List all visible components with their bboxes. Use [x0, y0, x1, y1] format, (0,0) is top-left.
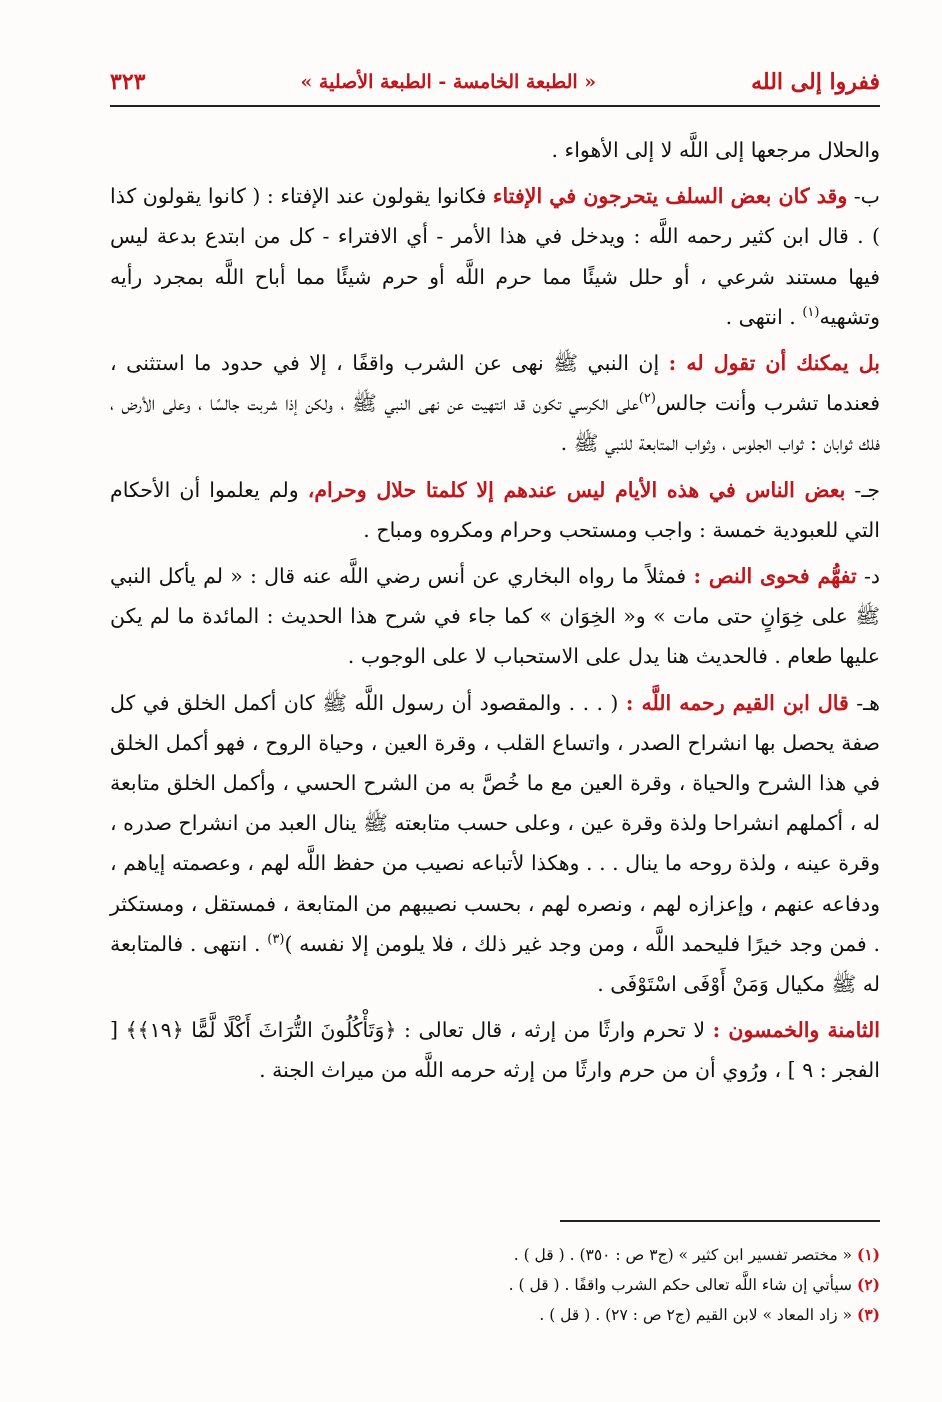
footnote-divider	[560, 1220, 880, 1222]
footnote-number: (١)	[856, 1245, 880, 1264]
footnote-2	[110, 1270, 880, 1300]
footnote-ref-2: (٢)	[638, 391, 656, 407]
paragraph-heading: قال ابن القيم رحمه اللَّه :	[625, 690, 849, 715]
paragraph-prefix: د-	[856, 564, 881, 589]
paragraph-5	[110, 683, 880, 1005]
page-number: ٣٢٣	[110, 69, 146, 95]
paragraph-prefix: هـ-	[848, 690, 880, 715]
header-divider	[110, 105, 880, 107]
paragraph-prefix: جـ-	[845, 477, 881, 502]
footnote-ref-3: (٣)	[267, 932, 285, 948]
paragraph-6	[110, 1010, 880, 1090]
paragraph-text: فكانوا يقولون عند الإفتاء : ( كانوا يقولون كذا ) . قال ابن كثير رحمه اللَّه : ويدخل في هذا الأمر - أي الافتراء - كل من ابتدع بدعة ليس فيها مستند شرعي ، أو حلل شيئًا مما حرم اللَّه أو حرم شيئًا مما أباح اللَّه بمجرد رأيه وتشهيه	[110, 184, 880, 329]
paragraph-heading: بعض الناس في هذه الأيام ليس عندهم إلا كلمتا حلال وحرام،	[307, 477, 846, 502]
footnote-text: « زاد المعاد » لابن القيم (ج٢ ص : ٢٧) . ( قل ) .	[539, 1306, 853, 1324]
footnote-ref-1: (١)	[802, 304, 820, 320]
footnote-number: (٣)	[856, 1305, 880, 1324]
paragraph-1	[110, 176, 880, 337]
footnotes	[110, 1240, 880, 1330]
paragraph-heading: الثامنة والخمسون :	[712, 1018, 881, 1043]
paragraph-text: إن النبي ﷺ نهى عن الشرب واقفًا ، إلا في حدود ما استثنى ، فعندما تشرب وأنت جالس	[110, 351, 880, 416]
paragraph-heading: بل يمكنك أن تقول له :	[668, 351, 880, 376]
paragraph-text-end: على الكرسي تكون قد انتهيت عن نهى النبي ﷺ ، ولكن إذا شربت جالسًا ، وعلى الأرض ، فلك ثوابان : ثواب الجلوس ، وثواب المتابعة للنبي ﷺ .	[110, 391, 880, 456]
book-title: ففروا إلى الله	[751, 69, 880, 95]
paragraph-2	[110, 343, 880, 464]
footnote-1	[110, 1240, 880, 1270]
paragraph-heading: وقد كان بعض السلف يتحرجون في الإفتاء	[492, 184, 848, 209]
paragraph-3	[110, 470, 880, 550]
paragraph-text: لا تحرم وارثًا من إرثه ، قال تعالى : ﴿وَتَأْكُلُونَ التُّرَاثَ أَكْلًا لَّمًّا ﴿١٩﴾﴾ [ الفجر : ٩ ] ، ورُوي أن من حرم وارثًا من إرثه حرمه اللَّه من ميراث الجنة .	[110, 1018, 880, 1083]
edition-label: « الطبعة الخامسة - الطبعة الأصلية »	[300, 71, 597, 93]
page-header	[110, 62, 880, 102]
paragraph-0	[110, 130, 880, 170]
footnote-text: « مختصر تفسير ابن كثير » (ج٣ ص : ٣٥٠) . ( قل ) .	[513, 1246, 853, 1264]
body-text	[110, 130, 880, 1097]
paragraph-heading: تفهُّم فحوى النص :	[693, 564, 857, 589]
paragraph-text: فمثلاً ما رواه البخاري عن أنس رضي اللَّه عنه قال : « لم يأكل النبي ﷺ على خِوَانٍ حتى مات » و« الخِوَان » كما جاء في شرح هذا الحديث : المائدة ما لم يكن عليها طعام . فالحديث هنا يدل على الاستحباب لا على الوجوب .	[110, 564, 880, 669]
paragraph-text: ( . . . والمقصود أن رسول اللَّه ﷺ كان أكمل الخلق في كل صفة يحصل بها انشراح الصدر ، واتساع القلب ، وقرة العين ، وحياة الروح ، فهو أكمل الخلق في هذا الشرح والحياة ، وقرة العين مع ما خُصَّ به من الشرح الحسي ، وأكمل الخلق متابعة له ، أكملهم انشراحا ولذة وقرة عين ، وعلى حسب متابعته ﷺ ينال العبد من انشراح صدره ، وقرة عينه ، ولذة روحه ما ينال . . . وهكذا لأتباعه نصيب من حفظ اللَّه لهم ، وعصمته إياهم ، ودفاعه عنهم ، وإعزازه لهم ، ونصره لهم ، بحسب نصيبهم من المتابعة ، فمستقل ، ومستكثر . فمن وجد خيرًا فليحمد اللَّه ، ومن وجد غير ذلك ، فلا يلومن إلا نفسه )	[110, 690, 880, 956]
paragraph-prefix: ب-	[847, 184, 880, 209]
footnote-3	[110, 1300, 880, 1330]
paragraph-text-end: . انتهى .	[725, 304, 803, 329]
paragraph-text: ولم يعلموا أن الأحكام التي للعبودية خمسة : واجب ومستحب وحرام ومكروه ومباح .	[110, 477, 880, 542]
paragraph-4	[110, 556, 880, 677]
paragraph-text-end: . انتهى . فالمتابعة له ﷺ مكيال وَمَنْ أَوْفَى اسْتَوْفَى .	[110, 931, 880, 997]
footnote-text: سيأتي إن شاء اللَّه تعالى حكم الشرب واقفًا . ( قل ) .	[508, 1276, 853, 1294]
paragraph-text: والحلال مرجعها إلى اللَّه لا إلى الأهواء .	[551, 138, 880, 162]
footnote-number: (٢)	[856, 1275, 880, 1294]
